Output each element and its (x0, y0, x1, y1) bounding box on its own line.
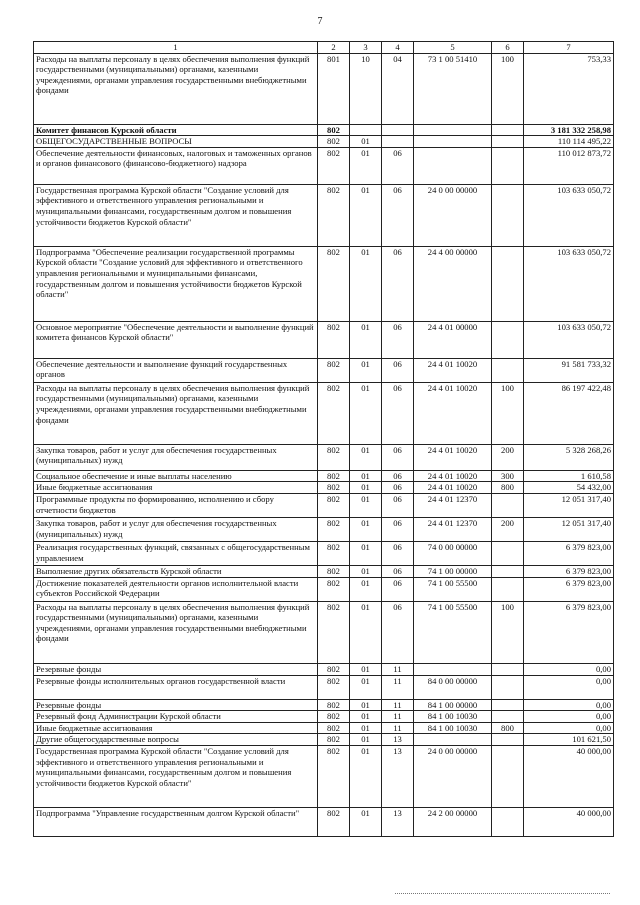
header-cell: 1 (34, 42, 318, 54)
row-amount: 0,00 (524, 663, 614, 675)
row-subsection: 06 (382, 601, 414, 663)
row-section: 01 (350, 382, 382, 444)
row-amount: 103 633 050,72 (524, 246, 614, 321)
row-name: Другие общегосударственные вопросы (34, 734, 318, 746)
row-target-article (414, 663, 492, 675)
row-grbs-code: 802 (318, 577, 350, 601)
row-grbs-code: 802 (318, 541, 350, 565)
row-expense-type (492, 699, 524, 711)
row-name: Закупка товаров, работ и услуг для обеспечения государственных (муниципальных) нужд (34, 517, 318, 541)
row-expense-type: 800 (492, 722, 524, 734)
row-expense-type: 100 (492, 601, 524, 663)
row-expense-type (492, 136, 524, 148)
row-target-article: 24 4 01 10020 (414, 382, 492, 444)
row-expense-type (492, 734, 524, 746)
row-section: 01 (350, 541, 382, 565)
row-target-article: 24 4 01 10020 (414, 482, 492, 494)
row-grbs-code: 802 (318, 711, 350, 723)
table-row (34, 482, 614, 494)
header-cell: 6 (492, 42, 524, 54)
row-expense-type (492, 321, 524, 358)
row-amount: 103 633 050,72 (524, 184, 614, 246)
row-name: Резервные фонды исполнительных органов государственной власти (34, 675, 318, 699)
row-subsection: 11 (382, 722, 414, 734)
row-target-article (414, 734, 492, 746)
row-name: Резервные фонды (34, 663, 318, 675)
row-expense-type (492, 663, 524, 675)
row-target-article: 24 4 01 10020 (414, 358, 492, 382)
row-subsection: 13 (382, 807, 414, 836)
row-expense-type (492, 711, 524, 723)
row-target-article: 73 1 00 51410 (414, 53, 492, 124)
row-name: Резервные фонды (34, 699, 318, 711)
row-grbs-code: 802 (318, 745, 350, 807)
row-subsection: 04 (382, 53, 414, 124)
row-grbs-code: 802 (318, 184, 350, 246)
row-subsection: 06 (382, 358, 414, 382)
row-grbs-code: 802 (318, 565, 350, 577)
table-row (34, 711, 614, 723)
row-section: 01 (350, 358, 382, 382)
row-amount: 101 621,50 (524, 734, 614, 746)
row-section: 01 (350, 663, 382, 675)
table-row (34, 663, 614, 675)
row-subsection: 06 (382, 470, 414, 482)
row-target-article: 24 4 01 00000 (414, 321, 492, 358)
row-subsection: 11 (382, 711, 414, 723)
row-name: Подпрограмма "Управление государственным долгом Курской области" (34, 807, 318, 836)
row-target-article: 24 4 01 12370 (414, 517, 492, 541)
table-row (34, 470, 614, 482)
table-row (34, 444, 614, 470)
table-row (34, 734, 614, 746)
row-name: Социальное обеспечение и иные выплаты населению (34, 470, 318, 482)
row-section: 01 (350, 517, 382, 541)
table-row (34, 246, 614, 321)
row-target-article: 84 1 00 10030 (414, 722, 492, 734)
row-subsection: 13 (382, 734, 414, 746)
row-grbs-code: 802 (318, 699, 350, 711)
row-grbs-code: 801 (318, 53, 350, 124)
row-expense-type: 200 (492, 517, 524, 541)
row-section: 01 (350, 184, 382, 246)
row-section: 01 (350, 482, 382, 494)
table-row (34, 722, 614, 734)
header-cell: 7 (524, 42, 614, 54)
row-amount: 12 051 317,40 (524, 517, 614, 541)
table-row (34, 321, 614, 358)
row-name: Комитет финансов Курской области (34, 124, 318, 136)
row-target-article (414, 124, 492, 136)
row-target-article: 74 1 00 55500 (414, 601, 492, 663)
table-row (34, 745, 614, 807)
row-name: Расходы на выплаты персоналу в целях обеспечения выполнения функций государственными (муниципальными) органами, казенными учреждениями, органами управления государственными внебюджетными фондами (34, 53, 318, 124)
table-row (34, 601, 614, 663)
row-section: 01 (350, 577, 382, 601)
row-expense-type (492, 493, 524, 517)
row-section: 01 (350, 807, 382, 836)
row-amount: 0,00 (524, 711, 614, 723)
row-target-article (414, 147, 492, 184)
row-subsection (382, 124, 414, 136)
row-section: 01 (350, 444, 382, 470)
row-grbs-code: 802 (318, 124, 350, 136)
row-target-article: 24 2 00 00000 (414, 807, 492, 836)
table-row (34, 675, 614, 699)
row-grbs-code: 802 (318, 807, 350, 836)
row-name: Программные продукты по формированию, исполнению и сбору отчетности бюджетов (34, 493, 318, 517)
row-amount: 54 432,00 (524, 482, 614, 494)
row-grbs-code: 802 (318, 663, 350, 675)
row-subsection: 06 (382, 184, 414, 246)
table-row (34, 53, 614, 124)
row-target-article: 24 4 01 10020 (414, 444, 492, 470)
row-name: Государственная программа Курской области "Создание условий для эффективного и ответственного управления региональными и муниципальными финансами, государственным долгом и повышения устойчивости бюджетов Курской области" (34, 745, 318, 807)
row-name: Выполнение других обязательств Курской области (34, 565, 318, 577)
table-row (34, 124, 614, 136)
table-row (34, 517, 614, 541)
row-amount: 110 012 873,72 (524, 147, 614, 184)
header-cell: 5 (414, 42, 492, 54)
row-section: 01 (350, 136, 382, 148)
row-expense-type (492, 184, 524, 246)
row-expense-type: 300 (492, 470, 524, 482)
row-subsection: 11 (382, 675, 414, 699)
table-row (34, 493, 614, 517)
row-name: Достижение показателей деятельности органов исполнительной власти субъектов Российской Федерации (34, 577, 318, 601)
row-name: Подпрограмма "Обеспечение реализации государственной программы Курской области "Создание условий для эффективного и ответственного управления региональными и муниципальными финансами, государственным долгом и повышения устойчивости бюджетов Курской области" (34, 246, 318, 321)
table-row (34, 136, 614, 148)
row-section: 01 (350, 711, 382, 723)
row-amount: 3 181 332 258,98 (524, 124, 614, 136)
row-target-article: 24 4 00 00000 (414, 246, 492, 321)
row-name: Иные бюджетные ассигнования (34, 482, 318, 494)
row-amount: 103 633 050,72 (524, 321, 614, 358)
row-amount: 0,00 (524, 699, 614, 711)
row-grbs-code: 802 (318, 136, 350, 148)
row-section: 01 (350, 745, 382, 807)
row-expense-type (492, 358, 524, 382)
row-subsection: 06 (382, 382, 414, 444)
header-cell: 3 (350, 42, 382, 54)
table-body (34, 42, 614, 837)
row-expense-type (492, 745, 524, 807)
table-row (34, 577, 614, 601)
row-grbs-code: 802 (318, 358, 350, 382)
row-expense-type (492, 675, 524, 699)
table-row (34, 699, 614, 711)
row-target-article (414, 136, 492, 148)
row-amount: 40 000,00 (524, 807, 614, 836)
row-target-article: 84 1 00 10030 (414, 711, 492, 723)
row-section: 01 (350, 722, 382, 734)
row-name: Расходы на выплаты персоналу в целях обеспечения выполнения функций государственными (муниципальными) органами, казенными учреждениями, органами управления государственными внебюджетными фондами (34, 382, 318, 444)
row-section: 01 (350, 246, 382, 321)
row-expense-type (492, 124, 524, 136)
row-subsection: 06 (382, 246, 414, 321)
row-amount: 86 197 422,48 (524, 382, 614, 444)
row-grbs-code: 802 (318, 246, 350, 321)
row-amount: 6 379 823,00 (524, 565, 614, 577)
table-row (34, 358, 614, 382)
row-grbs-code: 802 (318, 722, 350, 734)
row-target-article: 24 4 01 12370 (414, 493, 492, 517)
footer-dotted-line (395, 893, 610, 894)
row-target-article: 84 0 00 00000 (414, 675, 492, 699)
row-section: 10 (350, 53, 382, 124)
row-subsection: 11 (382, 663, 414, 675)
table-row (34, 382, 614, 444)
row-expense-type (492, 565, 524, 577)
row-amount: 6 379 823,00 (524, 577, 614, 601)
row-amount: 753,33 (524, 53, 614, 124)
row-target-article: 84 1 00 00000 (414, 699, 492, 711)
row-section: 01 (350, 699, 382, 711)
row-amount: 12 051 317,40 (524, 493, 614, 517)
row-amount: 6 379 823,00 (524, 601, 614, 663)
row-target-article: 74 1 00 55500 (414, 577, 492, 601)
table-row (34, 807, 614, 836)
row-grbs-code: 802 (318, 675, 350, 699)
row-expense-type (492, 541, 524, 565)
row-subsection: 11 (382, 699, 414, 711)
row-expense-type (492, 577, 524, 601)
row-expense-type: 100 (492, 382, 524, 444)
row-name: ОБЩЕГОСУДАРСТВЕННЫЕ ВОПРОСЫ (34, 136, 318, 148)
row-section: 01 (350, 675, 382, 699)
row-section: 01 (350, 470, 382, 482)
row-amount: 110 114 495,22 (524, 136, 614, 148)
row-name: Закупка товаров, работ и услуг для обеспечения государственных (муниципальных) нужд (34, 444, 318, 470)
row-name: Обеспечение деятельности и выполнение функций государственных органов (34, 358, 318, 382)
row-grbs-code: 802 (318, 734, 350, 746)
row-target-article: 24 4 01 10020 (414, 470, 492, 482)
row-subsection: 06 (382, 444, 414, 470)
row-expense-type (492, 807, 524, 836)
row-section (350, 124, 382, 136)
row-amount: 6 379 823,00 (524, 541, 614, 565)
row-expense-type (492, 246, 524, 321)
row-amount: 0,00 (524, 675, 614, 699)
row-name: Реализация государственных функций, связанных с общегосударственным управлением (34, 541, 318, 565)
budget-table (33, 41, 614, 837)
row-name: Расходы на выплаты персоналу в целях обеспечения выполнения функций государственными (муниципальными) органами, казенными учреждениями, органами управления государственными внебюджетными фондами (34, 601, 318, 663)
page-number: 7 (317, 16, 323, 27)
row-amount: 0,00 (524, 722, 614, 734)
row-name: Обеспечение деятельности финансовых, налоговых и таможенных органов и органов финансового (финансово-бюджетного) надзора (34, 147, 318, 184)
row-name: Резервный фонд Администрации Курской области (34, 711, 318, 723)
row-section: 01 (350, 734, 382, 746)
row-name: Основное мероприятие "Обеспечение деятельности и выполнение функций комитета финансов Курской области" (34, 321, 318, 358)
row-section: 01 (350, 565, 382, 577)
row-grbs-code: 802 (318, 601, 350, 663)
row-section: 01 (350, 601, 382, 663)
row-subsection: 06 (382, 517, 414, 541)
table-row (34, 565, 614, 577)
row-section: 01 (350, 321, 382, 358)
row-name: Государственная программа Курской области "Создание условий для эффективного и ответственного управления региональными и муниципальными финансами, государственным долгом и повышения устойчивости бюджетов Курской области" (34, 184, 318, 246)
row-target-article: 24 0 00 00000 (414, 745, 492, 807)
row-expense-type: 200 (492, 444, 524, 470)
table-row (34, 184, 614, 246)
header-cell: 2 (318, 42, 350, 54)
table-row (34, 147, 614, 184)
row-amount: 40 000,00 (524, 745, 614, 807)
row-grbs-code: 802 (318, 482, 350, 494)
row-subsection: 06 (382, 493, 414, 517)
row-expense-type: 100 (492, 53, 524, 124)
row-target-article: 74 1 00 00000 (414, 565, 492, 577)
row-subsection: 06 (382, 147, 414, 184)
row-subsection: 06 (382, 577, 414, 601)
row-amount: 5 328 268,26 (524, 444, 614, 470)
row-grbs-code: 802 (318, 382, 350, 444)
row-subsection: 06 (382, 565, 414, 577)
row-grbs-code: 802 (318, 493, 350, 517)
row-grbs-code: 802 (318, 444, 350, 470)
row-subsection: 13 (382, 745, 414, 807)
row-grbs-code: 802 (318, 517, 350, 541)
row-grbs-code: 802 (318, 321, 350, 358)
row-expense-type (492, 147, 524, 184)
row-target-article: 74 0 00 00000 (414, 541, 492, 565)
row-grbs-code: 802 (318, 147, 350, 184)
row-grbs-code: 802 (318, 470, 350, 482)
row-subsection: 06 (382, 541, 414, 565)
row-amount: 91 581 733,32 (524, 358, 614, 382)
row-section: 01 (350, 493, 382, 517)
row-subsection: 06 (382, 482, 414, 494)
table-row (34, 541, 614, 565)
header-row (34, 42, 614, 54)
row-subsection: 06 (382, 321, 414, 358)
row-name: Иные бюджетные ассигнования (34, 722, 318, 734)
row-amount: 1 610,58 (524, 470, 614, 482)
row-subsection (382, 136, 414, 148)
row-target-article: 24 0 00 00000 (414, 184, 492, 246)
row-section: 01 (350, 147, 382, 184)
row-expense-type: 800 (492, 482, 524, 494)
header-cell: 4 (382, 42, 414, 54)
